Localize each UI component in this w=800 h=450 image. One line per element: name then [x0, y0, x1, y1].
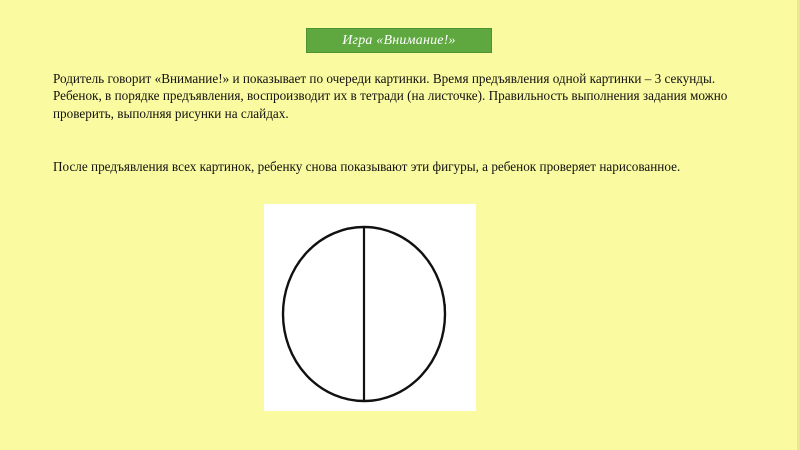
instruction-paragraph-1: Родитель говорит «Внимание!» и показывает по очереди картинки. Время предъявления одной картинки – 3 секунды. — [53, 71, 716, 86]
instructions-text — [53, 70, 753, 122]
instruction-paragraph-2: Ребенок, в порядке предъявления, воспроизводит их в тетради (на листочке). Правильность выполнения задания можно проверить, выполняя рисунки на слайдах. — [53, 88, 728, 121]
instruction-paragraph-3: После предъявления всех картинок, ребенку снова показывают эти фигуры, а ребенок проверяет нарисованное. — [53, 159, 681, 174]
title-banner — [306, 28, 492, 53]
figure-card — [264, 204, 476, 411]
circle-with-line-figure — [264, 204, 476, 411]
slide-title: Игра «Внимание!» — [342, 32, 456, 48]
